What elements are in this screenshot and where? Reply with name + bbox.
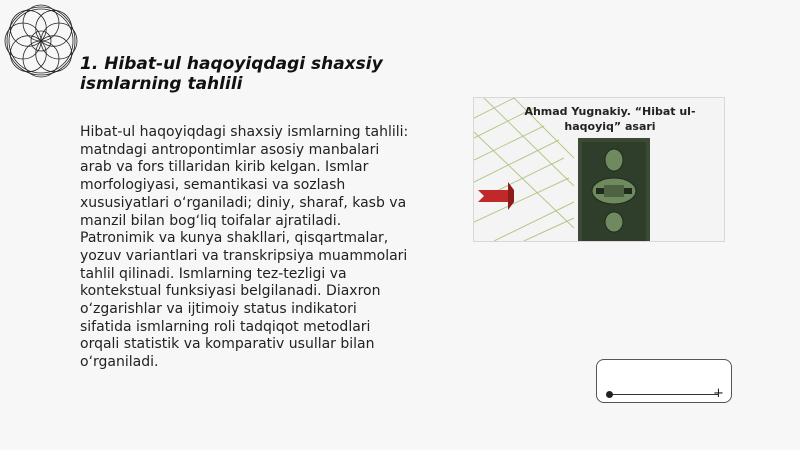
plus-icon[interactable]: + [713, 386, 724, 401]
book-picture [474, 98, 724, 241]
circle-spirograph-icon [4, 4, 78, 78]
media-progress-track[interactable] [609, 394, 719, 395]
slide-title: 1. Hibat-ul haqoyiqdagi shaxsiy ismlarning tahlili [80, 54, 383, 94]
slide-body-text: Hibat-ul haqoyiqdagi shaxsiy ismlarning tahlili: matndagi antropontimlar asosiy manbalari arab va fors tillaridan kirib kelgan. Ismlar morfologiyasi, semantikasi va sozlash xususiyatlari o‘rganiladi; diniy, sharaf, kasb va manzil bilan bog‘liq toifalar ajratiladi. Patronimik va kunya shakllari, qisqartmalar, yozuv variantlari va transkripsiya muammolari tahlil qilinadi. Ismlarning tez-tezligi va kontekstual funksiyasi belgilanadi. Diaxron o‘zgarishlar va ijtimoiy status indikatori sifatida ismlarning roli tadqiqot metodlari orqali statistik va komparativ usullar bilan o‘rganiladi. [80, 124, 409, 371]
media-control-bar[interactable] [596, 359, 732, 403]
play-dot-icon[interactable] [606, 391, 613, 398]
picture-caption: Ahmad Yugnakiy. “Hibat ul-haqoyiq” asari [524, 105, 696, 133]
